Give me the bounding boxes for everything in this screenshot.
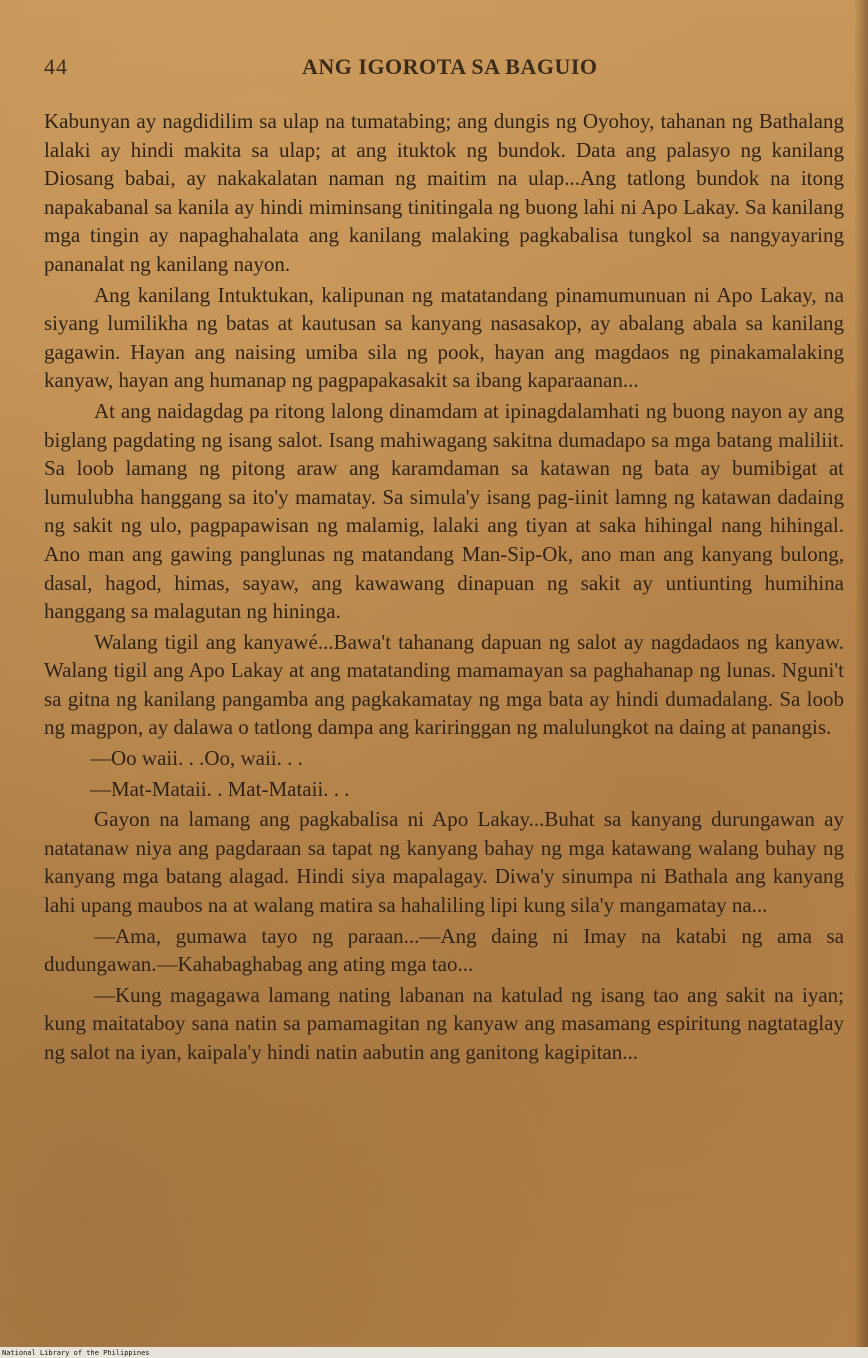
paragraph-5: Gayon na lamang ang pagkabalisa ni Apo Lakay...Buhat sa kanyang durungawan ay natatanaw niya ang pagdaraan sa tapat ng kanyang bahay ng mga katawang walang buhay ng kanyang mga batang alagad. Hindi siya mapalagay. Diwa'y sinumpa ni Bathala ang kanyang lahi upang maubos na at walang matira sa hahaliling lipi kung sila'y mangamatay na... bbox=[44, 807, 844, 918]
paragraph-7: —Kung magagawa lamang nating labanan na katulad ng isang tao ang sakit na iyan; kung maitataboy sana natin sa pamamagitan ng kanyaw ang masamang espiritung nagtataglay ng salot na iyan, kaipala'y hindi natin aabutin ang ganitong kagipitan... bbox=[44, 982, 844, 1064]
paragraph-6: —Ama, gumawa tayo ng paraan...—Ang daing ni Imay na katabi ng ama sa dudungawan.—Kahabaghabag ang ating mga tao... bbox=[44, 923, 844, 977]
body-text bbox=[44, 107, 844, 1069]
footer-credit: National Library of the Philippines bbox=[2, 1349, 150, 1357]
paragraph-1: Kabunyan ay nagdidilim sa ulap na tumatabing; ang dungis ng Oyohoy, tahanan ng Bathalang lalaki ay hindi makita sa ulap; at ang ituktok ng bundok. Data ang palasyo ng kanilang Diosang babai, ay nakakalatan naman ng maitim na ulap...Ang tatlong bundok na itong napakabanal sa kanila ay hindi miminsang tinitingala ng buong lahi ni Apo Lakay. Sa kanilang mga tingin ay napaghahalata ang kanilang malaking pagkabalisa tungkol sa nangyayaring pananalat ng kanilang nayon. bbox=[44, 109, 844, 276]
paragraph-2: Ang kanilang Intuktukan, kalipunan ng matatandang pinamumunuan ni Apo Lakay, na siyang lumilikha ng batas at kautusan sa kanyang nasasakop, ay abalang abala sa kanilang gagawin. Hayan ang naising umiba sila ng pook, hayan ang magdaos ng pinakamalaking kanyaw, hayan ang humanap ng pagpapakasakit sa ibang kaparaanan... bbox=[44, 282, 844, 393]
dialogue-line-1: —Oo waii. . .Oo, waii. . . bbox=[90, 746, 303, 771]
running-title: ANG IGOROTA SA BAGUIO bbox=[302, 54, 598, 79]
dialogue-line-2: —Mat-Mataii. . Mat-Mataii. . . bbox=[90, 776, 350, 801]
paragraph-4: Walang tigil ang kanyawé...Bawa't tahanang dapuan ng salot ay nagdadaos ng kanyaw. Walang tigil ang Apo Lakay at ang matatanding mamamayan sa paghahanap ng lunas. Nguni't sa gitna ng kanilang pangamba ang pagkakamatay ng mga bata ay hindi dumadalang. Sa loob ng magpon, ay dalawa o tatlong dampa ang kariringgan ng malulungkot na daing at panangis. bbox=[44, 629, 844, 740]
page-number: 44 bbox=[44, 54, 68, 79]
paragraph-3: At ang naidagdag pa ritong lalong dinamdam at ipinagdalamhati ng buong nayon ay ang biglang pagdating ng isang salot. Isang mahiwagang sakitna dumadapo sa mga batang maliliit. Sa loob lamang ng pitong araw ang karamdaman sa katawan ng bata ay bumibigat at lumulubha hanggang sa ito'y mamatay. Sa simula'y isang pag-iinit lamng ng katawan dadaing ng sakit ng ulo, pagpapawisan ng malamig, lalaki ang tiyan at saka hihingal nang hihingal. Ano man ang gawing panglunas ng matandang Man-Sip-Ok, ano man ang kanyang bulong, dasal, hagod, himas, sayaw, ang kawawang dinapuan ng sakit ay untiunting humihina hanggang sa malagutan ng hininga. bbox=[44, 398, 844, 624]
page-header bbox=[44, 54, 834, 84]
page-edge-shadow bbox=[854, 0, 868, 1358]
